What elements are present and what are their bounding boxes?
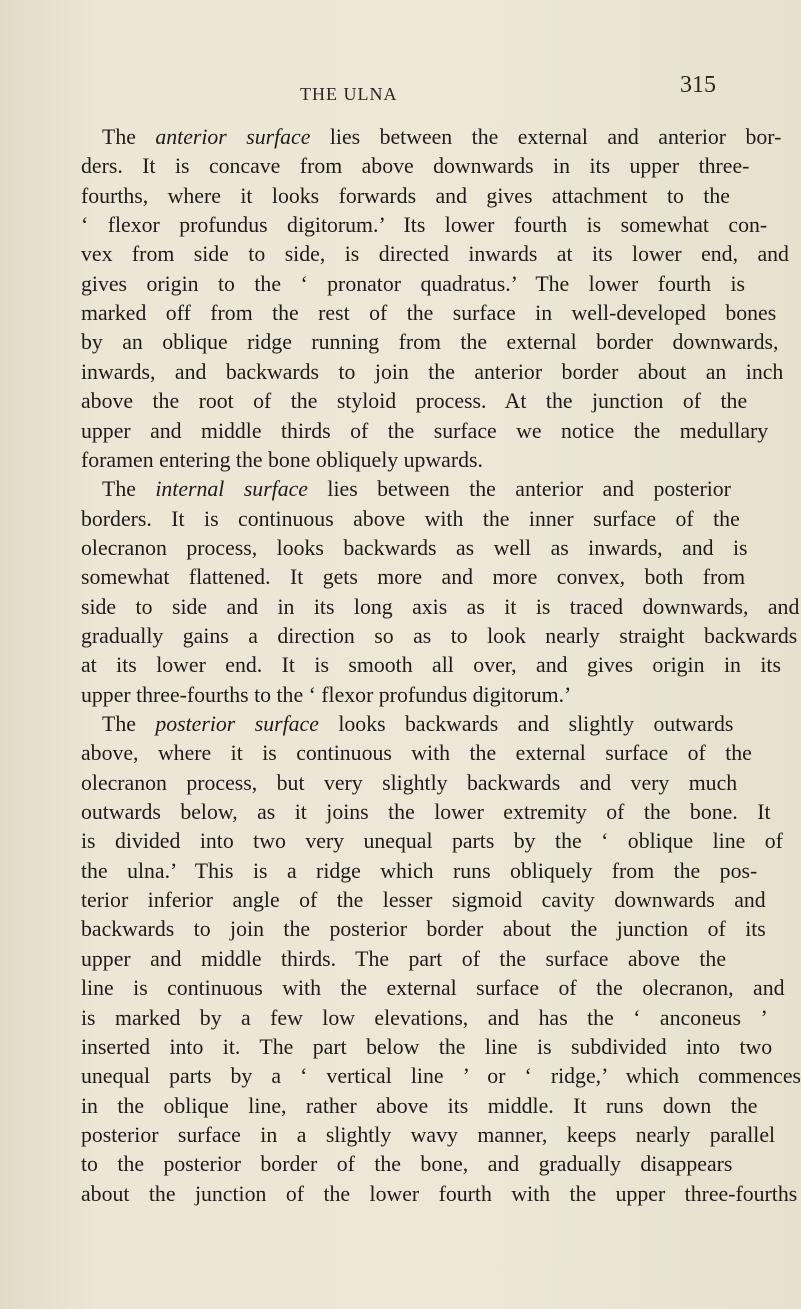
text-line bbox=[81, 270, 745, 299]
text-run: The bbox=[102, 477, 156, 502]
text-line bbox=[81, 769, 737, 798]
text-line bbox=[81, 1062, 801, 1091]
text-run: terior inferior angle of the lesser sigmoid cavity downwards and bbox=[81, 888, 766, 913]
text-run: upper and middle thirds of the surface we notice the medullary bbox=[81, 418, 769, 443]
text-run: The bbox=[102, 125, 156, 149]
text-run: above, where it is continuous with the external surface of the bbox=[81, 741, 752, 766]
italic-term: anterior surface bbox=[155, 125, 311, 149]
text-line bbox=[102, 710, 733, 739]
text-line bbox=[81, 182, 730, 211]
text-line bbox=[81, 827, 783, 856]
text-run: gives origin to the ‘ pronator quadratus.’ The lower fourth is bbox=[81, 271, 746, 296]
text-line bbox=[81, 681, 571, 710]
text-line bbox=[81, 563, 745, 592]
text-line bbox=[81, 1180, 797, 1209]
text-run: marked off from the rest of the surface in well-developed bones bbox=[81, 301, 777, 326]
text-run: The bbox=[102, 712, 156, 736]
text-line bbox=[81, 798, 771, 827]
text-run: backwards to join the posterior border about the junction of its bbox=[81, 917, 766, 942]
text-run: outwards below, as it joins the lower extremity of the bone. It bbox=[81, 800, 771, 825]
text-line bbox=[81, 915, 766, 944]
text-run: borders. It is continuous above with the inner surface of the bbox=[81, 506, 740, 531]
text-line bbox=[81, 299, 776, 328]
text-line bbox=[81, 417, 768, 446]
text-run: lies between the anterior and posterior bbox=[307, 477, 731, 502]
text-line bbox=[81, 328, 778, 357]
text-line bbox=[81, 1092, 757, 1121]
text-run: is divided into two very unequal parts by the ‘ oblique line of bbox=[81, 829, 783, 854]
text-line bbox=[81, 886, 766, 915]
text-line bbox=[102, 123, 781, 152]
text-line bbox=[81, 739, 752, 768]
text-line bbox=[81, 974, 785, 1003]
text-run: is marked by a few low elevations, and has the ‘ anconeus ’ bbox=[81, 1005, 768, 1030]
text-run: somewhat flattened. It gets more and more convex, both from bbox=[81, 565, 746, 590]
text-run: fourths, where it looks forwards and gives attachment to the bbox=[81, 183, 730, 208]
text-run: by an oblique ridge running from the external border downwards, bbox=[81, 330, 779, 355]
italic-term: internal surface bbox=[155, 477, 308, 502]
text-run: above the root of the styloid process. At the junction of the bbox=[81, 389, 748, 414]
text-line bbox=[102, 475, 731, 504]
text-line bbox=[81, 152, 749, 181]
text-run: gradually gains a direction so as to look nearly straight backwards bbox=[81, 623, 798, 648]
text-line bbox=[81, 505, 740, 534]
text-line bbox=[81, 593, 799, 622]
text-line bbox=[81, 857, 757, 886]
running-title: THE ULNA bbox=[300, 84, 398, 104]
text-run: posterior surface in a slightly wavy manner, keeps nearly parallel bbox=[81, 1122, 776, 1147]
page-number: 315 bbox=[680, 72, 716, 98]
italic-term: posterior surface bbox=[155, 712, 319, 736]
text-run: olecranon process, looks backwards as well as inwards, and is bbox=[81, 535, 748, 560]
text-run: vex from side to side, is directed inwards at its lower end, and bbox=[81, 242, 789, 267]
text-line bbox=[81, 240, 789, 269]
text-run: in the oblique line, rather above its middle. It runs down the bbox=[81, 1093, 758, 1118]
text-line bbox=[81, 622, 797, 651]
text-line bbox=[81, 945, 726, 974]
text-run: unequal parts by a ‘ vertical line ’ or ‘ ridge,’ which commences bbox=[81, 1064, 801, 1089]
text-run: inserted into it. The part below the line is subdivided into two bbox=[81, 1034, 773, 1059]
text-line bbox=[81, 446, 483, 475]
text-run: side to side and in its long axis as it is traced downwards, and bbox=[81, 594, 800, 619]
text-line bbox=[81, 211, 767, 240]
text-line bbox=[81, 1121, 775, 1150]
text-line bbox=[81, 1033, 772, 1062]
text-line bbox=[81, 1004, 768, 1033]
text-run: the ulna.’ This is a ridge which runs obliquely from the pos- bbox=[81, 858, 758, 883]
text-run: line is continuous with the external surface of the olecranon, and bbox=[81, 976, 785, 1001]
text-run: upper three-fourths to the ‘ flexor profundus digitorum.’ bbox=[81, 682, 572, 707]
text-run: at its lower end. It is smooth all over, and gives origin in its bbox=[81, 653, 781, 678]
text-run: lies between the external and anterior bor- bbox=[310, 125, 782, 149]
text-line bbox=[81, 651, 781, 680]
text-line bbox=[81, 358, 783, 387]
text-run: to the posterior border of the bone, and gradually disappears bbox=[81, 1152, 733, 1177]
text-run: ders. It is concave from above downwards in its upper three- bbox=[81, 154, 750, 179]
text-run: ‘ flexor profundus digitorum.’ Its lower fourth is somewhat con- bbox=[81, 213, 768, 238]
text-run: looks backwards and slightly outwards bbox=[318, 712, 734, 736]
text-line bbox=[81, 387, 747, 416]
text-line bbox=[81, 534, 748, 563]
text-run: inwards, and backwards to join the anterior border about an inch bbox=[81, 359, 784, 384]
text-run: foramen entering the bone obliquely upwards. bbox=[81, 447, 483, 472]
text-run: about the junction of the lower fourth with the upper three-fourths bbox=[81, 1181, 798, 1206]
text-line bbox=[81, 1150, 732, 1179]
text-run: olecranon process, but very slightly backwards and very much bbox=[81, 770, 738, 795]
text-run: upper and middle thirds. The part of the surface above the bbox=[81, 946, 726, 971]
